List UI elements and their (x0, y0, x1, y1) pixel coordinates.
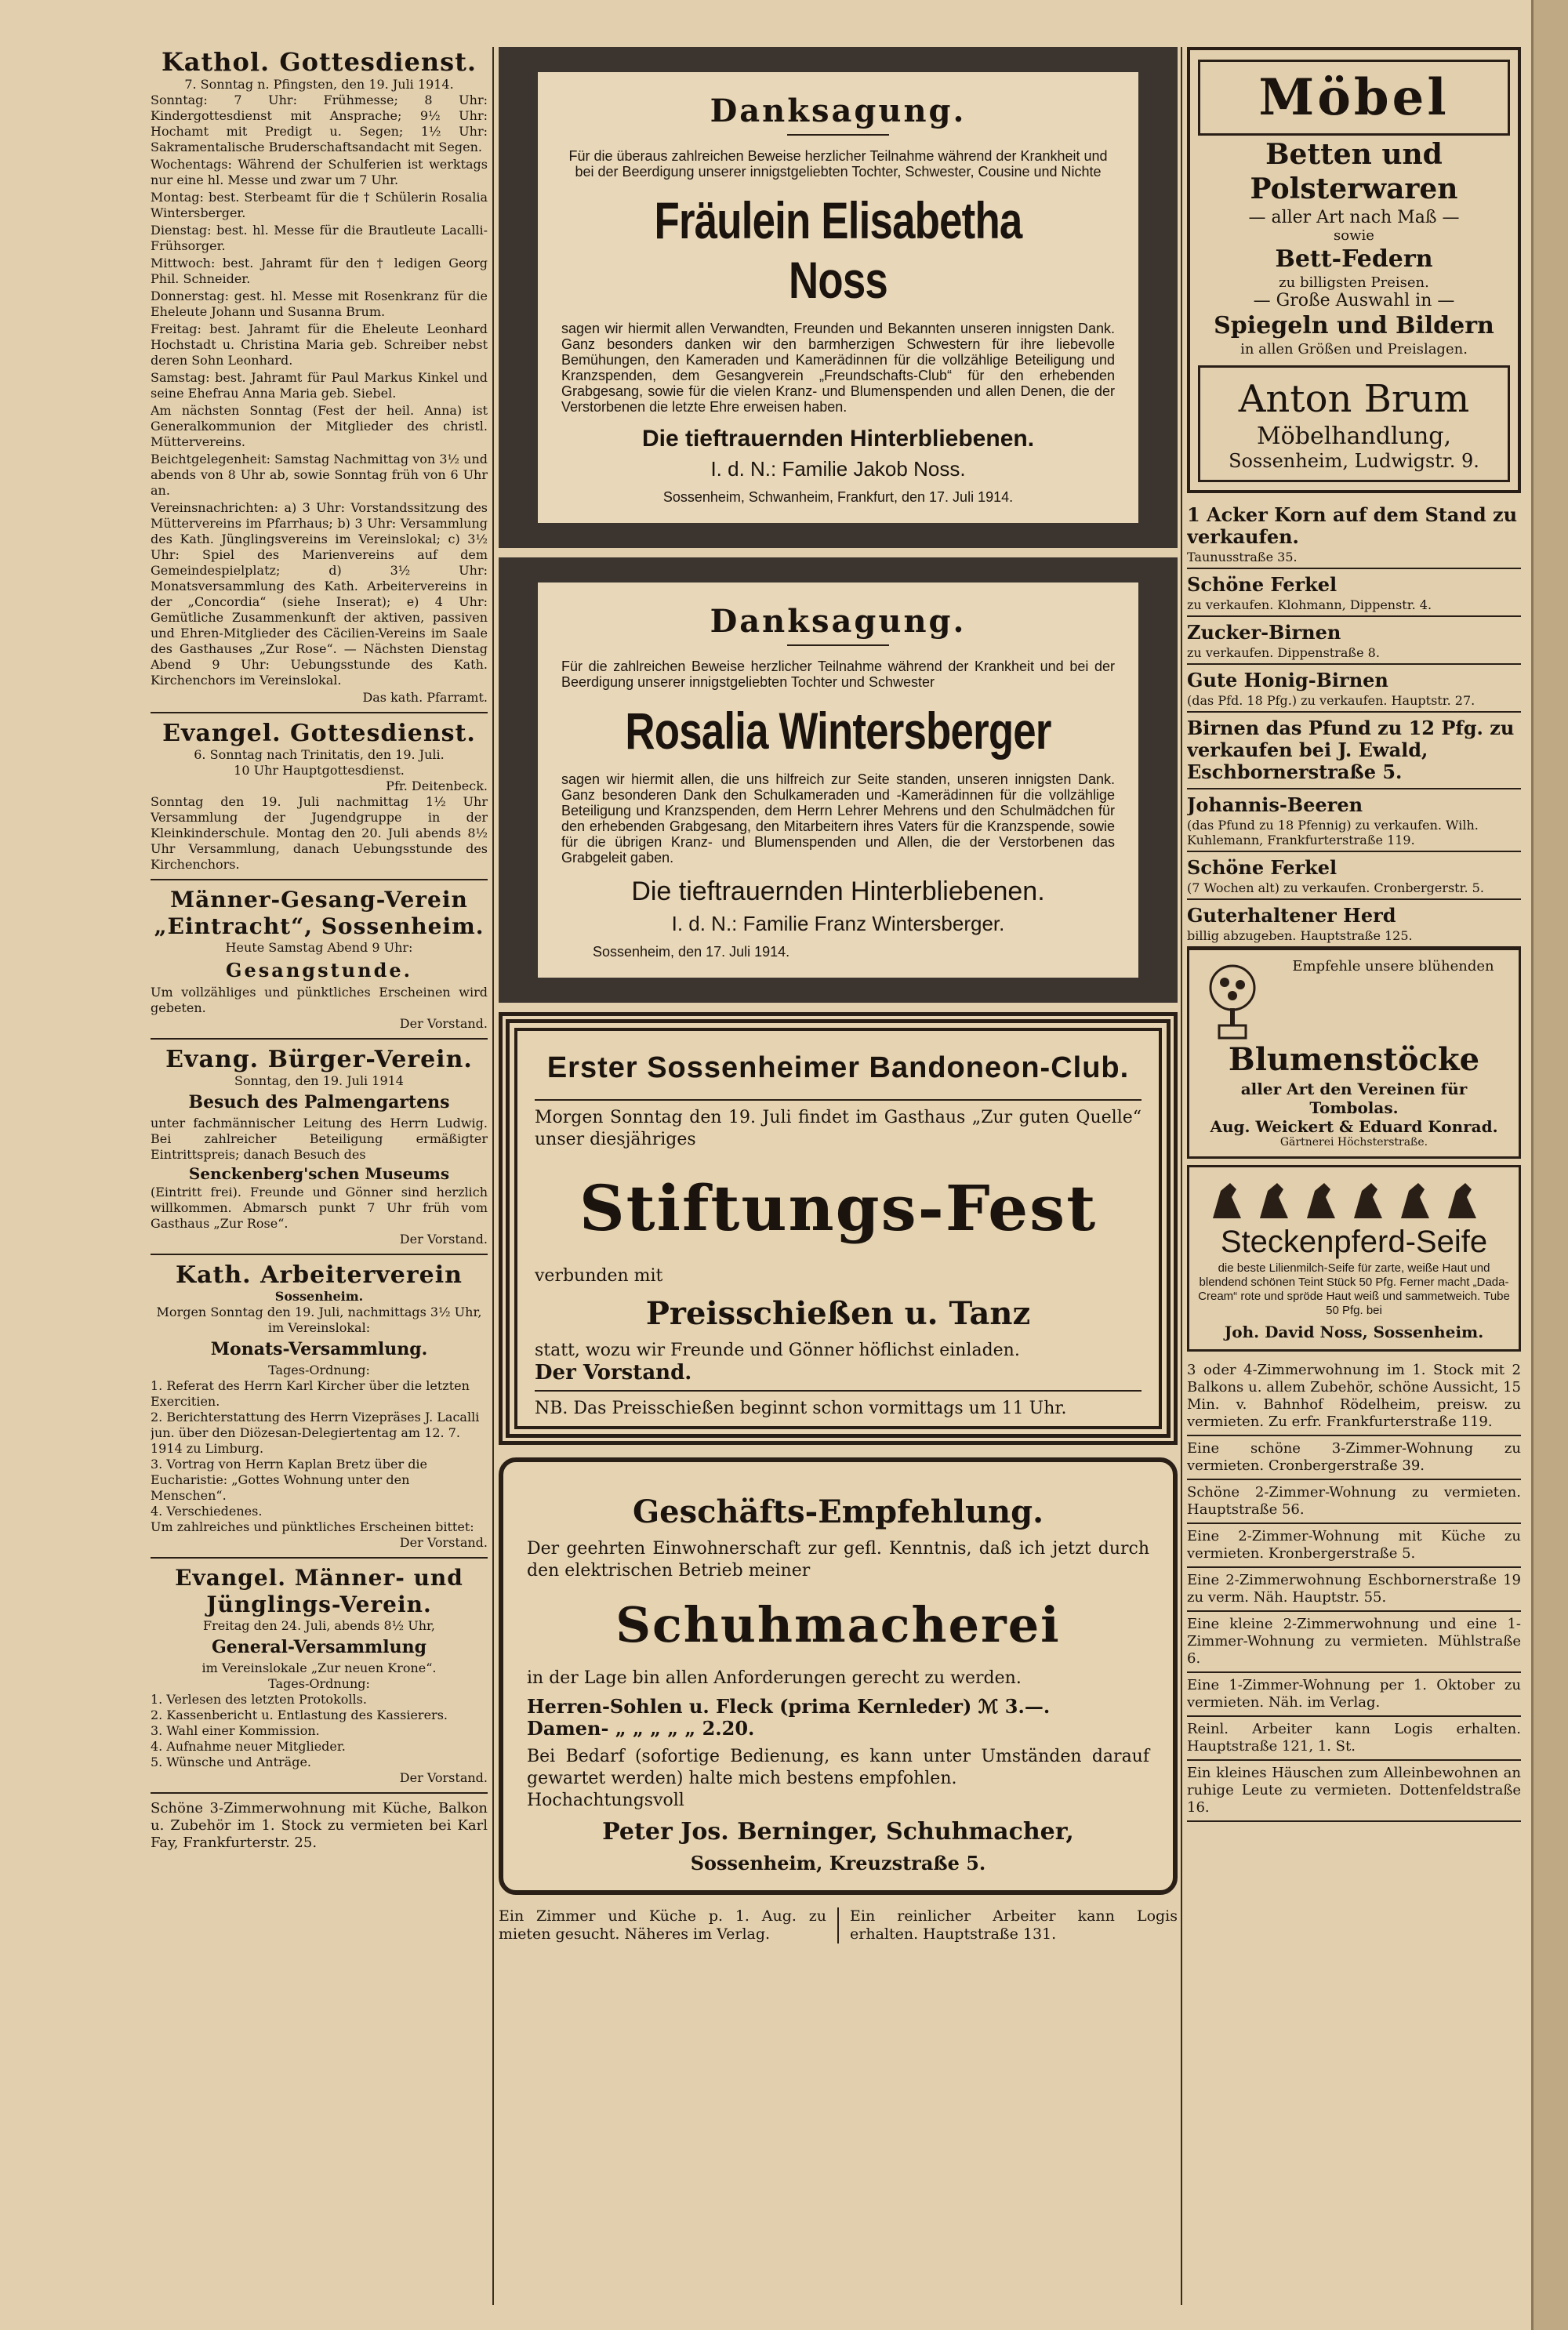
agenda-item: 3. Wahl einer Kommission. (151, 1723, 320, 1738)
ev-text: Sonntag den 19. Juli nachmittag 1½ Uhr Versammlung der Jugendgruppe in der Kleinkinderschule. Montag den 20. Juli abends 8½ Uhr Versammlung, danach Uebungsstunde des Kirchenchors. (151, 794, 488, 872)
ev-gottesdienst-title: Evangel. Gottesdienst. (162, 720, 476, 747)
mgv-time: Heute Samstag Abend 9 Uhr: (225, 940, 413, 955)
kath-schedule (151, 93, 488, 688)
danksagung-wintersberger (499, 557, 1178, 1003)
small-ad-head: Schöne Ferkel (1187, 573, 1338, 596)
band-big: Stiftungs-Fest (579, 1171, 1098, 1245)
column-rule (1181, 47, 1182, 2305)
moebel-line: in allen Größen und Preislagen. (1240, 341, 1468, 357)
small-ad-sub: zu verkaufen. Dippenstraße 8. (1187, 645, 1380, 660)
kath-schedule-line: Vereinsnachrichten: a) 3 Uhr: Vorstandssitzung des Müttervereins im Pfarrhaus; b) 3 Uhr: Versammlung des Kath. Jünglingsvereins im Vereinslokal; c) 3½ Uhr: Spiel des Marienvereins auf dem Gemeindespielplatz; d) 3½ Uhr: Monatsversammlung des Kath. Arbeitervereins in der „Concordia“ (siehe Inserat); e) 4 Uhr: Gemütliche Zusammenkunft der aktiven, passiven und Ehren-Mitglieder des Cäcilien-Vereins im Saale des Gasthauses „Zur Rose“. — Nächsten Dienstag Abend 9 Uhr: Uebungsstunde des Kath. Kirchenchors im Vereinslokal. (151, 500, 488, 688)
blumen-line: Empfehle unsere blühenden (1292, 958, 1494, 974)
column-left (151, 47, 488, 1852)
small-ad-sub: zu verkaufen. Klohmann, Dippenstr. 4. (1187, 597, 1432, 612)
apartment-ad: Eine schöne 3-Zimmer-Wohnung zu vermieten. Cronbergerstraße 39. (1187, 1436, 1521, 1480)
bottom-ad-left: Schöne 3-Zimmerwohnung mit Küche, Balkon u. Zubehör im 1. Stock zu vermieten bei Karl Fay, Frankfurterstr. 25. (151, 1800, 488, 1851)
small-ad-sub: billig abzugeben. Hauptstraße 125. (1187, 928, 1413, 943)
small-ad-sub: (das Pfd. 18 Pfg.) zu verkaufen. Hauptstr. 27. (1187, 693, 1475, 708)
column-right (1187, 47, 1521, 1822)
horse-row-icon (1197, 1175, 1511, 1222)
shoe-price: Herren-Sohlen u. Fleck (prima Kernleder) ℳ 3.—. (527, 1695, 1051, 1718)
divider (787, 134, 889, 136)
jv-line: Freitag den 24. Juli, abends 8½ Uhr, (202, 1618, 436, 1633)
moebel-line: Spiegeln und Bildern (1214, 312, 1494, 339)
column-middle (499, 47, 1178, 1943)
divider (151, 1792, 488, 1794)
moebel-line: — Große Auswahl in — (1253, 291, 1455, 310)
small-ad-sub: Taunusstraße 35. (1187, 550, 1298, 564)
mgv-event: Gesangstunde. (226, 959, 412, 982)
schuhmacher-ad (499, 1457, 1178, 1895)
apartment-ad: Eine kleine 2-Zimmerwohnung und eine 1-Zimmer-Wohnung zu vermieten. Mühlstraße 6. (1187, 1612, 1521, 1673)
agenda-item: 2. Kassenbericht u. Entlastung des Kassierers. (151, 1708, 448, 1722)
divider (535, 1099, 1142, 1101)
band-title: Erster Sossenheimer Bandoneon-Club. (546, 1051, 1130, 1084)
kath-schedule-line: Montag: best. Sterbeamt für die † Schülerin Rosalia Wintersberger. (151, 190, 488, 220)
buerger-date: Sonntag, den 19. Juli 1914 (234, 1073, 404, 1088)
agenda-item: 2. Berichterstattung des Herrn Vizepräses J. Lacalli jun. über den Diözesan-Delegiertentag am 12. 7. 1914 zu Limburg. (151, 1410, 480, 1456)
small-ad (1187, 852, 1521, 900)
danksagung-hint: Die tieftrauernden Hinterbliebenen. (631, 876, 1045, 906)
apartment-ads (1187, 1358, 1521, 1822)
divider (535, 1390, 1142, 1392)
buerger-text2: (Eintritt frei). Freunde und Gönner sind herzlich willkommen. Abmarsch punkt 7 Uhr früh vom Gasthaus „Zur Rose“. (151, 1185, 488, 1231)
moebel-line: Betten und Polsterwaren (1250, 138, 1458, 205)
shoe-title: Geschäfts-Empfehlung. (632, 1493, 1044, 1530)
danksagung-place: Sossenheim, Schwanheim, Frankfurt, den 17. Juli 1914. (662, 489, 1014, 505)
mgv-title: Männer-Gesang-Verein „Eintracht“, Sossenheim. (154, 887, 485, 939)
divider (151, 879, 488, 880)
kath-gottesdienst-title: Kathol. Gottesdienst. (161, 47, 477, 77)
small-ad-head: Guterhaltener Herd (1187, 904, 1396, 927)
ev-signature: Pfr. Deitenbeck. (386, 778, 488, 793)
apartment-ad: Ein kleines Häuschen zum Alleinbewohnen an ruhige Leute zu vermieten. Dottenfeldstraße 16. (1187, 1761, 1521, 1822)
kath-schedule-line: Beichtgelegenheit: Samstag Nachmittag von 3½ und abends von 8 Uhr ab, sowie Sonntag früh von 6 Uhr an. (151, 452, 488, 498)
moebel-ad (1187, 47, 1521, 493)
kath-schedule-line: Dienstag: best. hl. Messe für die Brautleute Lacalli-Frühsorger. (151, 223, 488, 253)
band-nb: NB. Das Preisschießen beginnt schon vormittags um 11 Uhr. (535, 1399, 1067, 1418)
agenda-item: 5. Wünsche und Anträge. (151, 1755, 311, 1769)
shoe-text3: Bei Bedarf (sofortige Bedienung, es kann unter Umständen darauf gewartet werden) halte mich bestens empfohlen. (527, 1747, 1149, 1788)
shoe-address: Sossenheim, Kreuzstraße 5. (690, 1852, 986, 1875)
column-rule (492, 47, 494, 2305)
bottom-classifieds (499, 1907, 1178, 1943)
steckenpferd-ad (1187, 1165, 1521, 1352)
band-signature: Der Vorstand. (535, 1361, 692, 1385)
small-ad-head: Zucker-Birnen (1187, 621, 1341, 644)
shoe-price: Damen- „ „ „ „ „ 2.20. (527, 1717, 755, 1740)
shoe-big: Schuhmacherei (615, 1596, 1061, 1653)
mgv-signature: Der Vorstand. (399, 1016, 488, 1031)
small-ad (1187, 665, 1521, 713)
jv-signature: Der Vorstand. (399, 1770, 488, 1785)
kath-schedule-line: Donnerstag: gest. hl. Messe mit Rosenkranz für die Eheleute Johann und Susanna Brum. (151, 289, 488, 319)
shoe-text: Der geehrten Einwohnerschaft zur gefl. Kenntnis, daß ich jetzt durch den elektrischen Betrieb meiner (527, 1539, 1149, 1581)
apartment-ad: 3 oder 4-Zimmerwohnung im 1. Stock mit 2 Balkons u. allem Zubehör, schöne Aussicht, 15 Min. v. Bahnhof Rödelheim, preisw. zu vermieten. Zu erfr. Frankfurterstraße 119. (1187, 1358, 1521, 1436)
blumen-line: Gärtnerei Höchsterstraße. (1279, 1136, 1428, 1149)
jv-event: General-Versammlung (211, 1637, 427, 1657)
band-with: verbunden mit (535, 1266, 663, 1286)
brum-name: Anton Brum (1238, 377, 1470, 421)
danksagung-text: sagen wir hiermit allen Verwandten, Freunden und Bekannten unseren innigsten Dank. Ganz besonders danken wir den barmherzigen Schwestern für ihre liebevolle Bemühungen, den Kameraden und Kamerädinnen für die vollzählige Beteiligung und Kranzspenden, dem Gesangverein „Freundschafts-Club“ für den erhebenden Grabgesang, sowie für die vielen Kranz- und Blumenspenden und allen Denen, die der Verstorbenen die letzte Ehre erweisen haben. (561, 321, 1115, 415)
kath-schedule-line: Wochentags: Während der Schulferien ist werktags nur eine hl. Messe und zwar um 7 Uhr. (151, 157, 488, 187)
blumen-ad (1187, 948, 1521, 1159)
arbeiterverein-event: Monats-Versammlung. (210, 1339, 428, 1359)
kath-schedule-line: Freitag: best. Jahramt für die Eheleute Leonhard Hochstadt u. Christina Maria geb. Schreiber nebst deren Sohn Leonhard. (151, 321, 488, 368)
apartment-ad: Reinl. Arbeiter kann Logis erhalten. Hauptstraße 121, 1. St. (1187, 1717, 1521, 1761)
small-ad (1187, 713, 1521, 789)
band-event: Preisschießen u. Tanz (645, 1295, 1031, 1332)
brum-box (1198, 365, 1510, 482)
deceased-name: Rosalia Wintersberger (625, 702, 1051, 760)
buerger-signature: Der Vorstand. (399, 1232, 488, 1247)
shoe-text2: in der Lage bin allen Anforderungen gerecht zu werden. (527, 1668, 1022, 1688)
shoe-name: Peter Jos. Berninger, Schuhmacher, (602, 1818, 1074, 1845)
kath-schedule-line: Sonntag: 7 Uhr: Frühmesse; 8 Uhr: Kindergottesdienst mit Ansprache; 9½ Uhr: Hochamt mit Predigt u. Segen; 1½ Uhr: Sakramentalische Bruderschaftsandacht mit Segen. (151, 93, 488, 154)
small-ad (1187, 499, 1521, 569)
moebel-line: Bett-Federn (1275, 245, 1433, 273)
moebel-title: Möbel (1198, 60, 1510, 136)
arbeiterverein-line: Morgen Sonntag den 19. Juli, nachmittags 3½ Uhr, im Vereinslokal: (156, 1305, 482, 1335)
divider (151, 1038, 488, 1040)
danksagung-title: Danksagung. (710, 93, 967, 129)
danksagung-family: I. d. N.: Familie Jakob Noss. (710, 457, 966, 481)
small-ad-head: Birnen das Pfund zu 12 Pfg. zu verkaufen bei J. Ewald, Eschbornerstraße 5. (1187, 717, 1515, 783)
binding-spine (1531, 0, 1568, 2330)
arbeiterverein-agenda-title: Tages-Ordnung: (268, 1363, 370, 1377)
danksagung-text: sagen wir hiermit allen, die uns hilfreich zur Seite standen, unseren innigsten Dank. Ganz besonderen Dank den Schulkameraden und -Kamerädinnen für die vollzählige Beteiligung und Kranzspenden, dem Herrn Lehrer Mehrens und den Schulmädchen für den erhebenden Grabgesang, den Mitarbeitern ihres Vaters für die Kranzspende, sowie für die übrigen Kranz- und Blumenspenden und Allen, die der Verstorbenen das Grabgeleit gaben. (561, 771, 1115, 866)
jv-title: Evangel. Männer- und Jünglings-Verein. (175, 1565, 463, 1617)
small-ad (1187, 789, 1521, 852)
buerger-text: unter fachmännischer Leitung des Herrn Ludwig. Bei zahlreicher Beteiligung ermäßigter Eintrittspreis; danach Besuch des (151, 1116, 488, 1162)
buerger-title: Evang. Bürger-Verein. (165, 1046, 473, 1073)
arbeiterverein-title: Kath. Arbeiterverein (176, 1261, 463, 1289)
danksagung-text: Für die überaus zahlreichen Beweise herzlicher Teilnahme während der Krankheit und bei der Beerdigung unserer innigstgeliebten Tochter, Schwester, Cousine und Nichte (568, 148, 1108, 180)
seife-text: die beste Lilienmilch-Seife für zarte, weiße Haut und blendend schönen Teint Stück 50 Pfg. Ferner macht „Dada-Cream“ rote und spröde Haut weiß und sammetweich. Tube 50 Pfg. bei (1198, 1261, 1510, 1317)
kath-schedule-line: Mittwoch: best. Jahramt für den † ledigen Georg Phil. Schneider. (151, 256, 488, 286)
divider (151, 1557, 488, 1559)
agenda-item: 1. Referat des Herrn Karl Kircher über die letzten Exercitien. (151, 1378, 470, 1409)
classified-ad: Ein reinlicher Arbeiter kann Logis erhalten. Hauptstraße 131. (850, 1907, 1178, 1943)
divider (151, 1254, 488, 1255)
small-ads (1187, 499, 1521, 948)
agenda-item: 4. Verschiedenes. (151, 1504, 263, 1519)
small-ad (1187, 900, 1521, 948)
jv-agenda (151, 1692, 488, 1770)
apartment-ad: Schöne 2-Zimmer-Wohnung zu vermieten. Hauptstraße 56. (1187, 1480, 1521, 1524)
small-ad-head: Gute Honig-Birnen (1187, 669, 1388, 691)
deceased-name: Fräulein Elisabetha Noss (654, 191, 1022, 309)
brum-line: Sossenheim, Ludwigstr. 9. (1229, 450, 1479, 472)
danksagung-hint: Die tieftrauernden Hinterbliebenen. (641, 426, 1035, 452)
small-ad-head: Schöne Ferkel (1187, 856, 1338, 879)
blumen-line: Aug. Weickert & Eduard Konrad. (1210, 1117, 1498, 1136)
band-text2: statt, wozu wir Freunde und Gönner höflichst einladen. (535, 1341, 1020, 1360)
apartment-ad: Eine 2-Zimmer-Wohnung mit Küche zu vermieten. Kronbergerstraße 5. (1187, 1524, 1521, 1568)
blumen-big: Blumenstöcke (1228, 1041, 1480, 1078)
jv-agenda-title: Tages-Ordnung: (268, 1676, 370, 1691)
moebel-line: sowie (1334, 227, 1374, 244)
brum-line: Möbelhandlung, (1256, 423, 1452, 450)
small-ad-sub: (7 Wochen alt) zu verkaufen. Cronbergerstr. 5. (1187, 880, 1484, 895)
moebel-line: — aller Art nach Maß — (1248, 208, 1460, 227)
arbeiterverein-text: Um zahlreiches und pünktliches Erscheinen bittet: (151, 1519, 474, 1534)
small-ad (1187, 569, 1521, 617)
divider (787, 644, 889, 646)
kath-signature: Das kath. Pfarramt. (362, 690, 488, 705)
bandoneon-ad (499, 1012, 1178, 1445)
classified-ad: Ein Zimmer und Küche p. 1. Aug. zu mieten gesucht. Näheres im Verlag. (499, 1907, 826, 1943)
jv-place: im Vereinslokale „Zur neuen Krone“. (201, 1660, 437, 1675)
agenda-item: 3. Vortrag von Herrn Kaplan Bretz über die Eucharistie: „Gottes Wohnung unter den Menschen“. (151, 1457, 428, 1503)
danksagung-title: Danksagung. (710, 603, 967, 640)
agenda-item: 1. Verlesen des letzten Protokolls. (151, 1692, 367, 1707)
kath-date: 7. Sonntag n. Pfingsten, den 19. Juli 1914. (184, 77, 454, 92)
arbeiterverein-place: Sossenheim. (274, 1289, 364, 1304)
buerger-head: Besuch des Palmengartens (188, 1092, 450, 1112)
kath-schedule-line: Samstag: best. Jahramt für Paul Markus Kinkel und seine Ehefrau Anna Maria geb. Siebel. (151, 370, 488, 401)
band-text: Morgen Sonntag den 19. Juli findet im Gasthaus „Zur guten Quelle“ unser diesjähriges (535, 1108, 1142, 1149)
apartment-ad: Eine 2-Zimmerwohnung Eschbornerstraße 19 zu verm. Näh. Hauptstr. 55. (1187, 1568, 1521, 1612)
agenda-item: 4. Aufnahme neuer Mitglieder. (151, 1739, 346, 1754)
arbeiterverein-signature: Der Vorstand. (399, 1535, 488, 1550)
moebel-line: zu billigsten Preisen. (1279, 274, 1429, 291)
danksagung-place: Sossenheim, den 17. Juli 1914. (593, 944, 790, 960)
seife-title: Steckenpferd-Seife (1220, 1225, 1488, 1259)
small-ad-head: 1 Acker Korn auf dem Stand zu verkaufen. (1187, 503, 1518, 548)
small-ad-head: Johannis-Beeren (1187, 793, 1363, 816)
kath-schedule-line: Am nächsten Sonntag (Fest der heil. Anna) ist Generalkommunion der Mitglieder des christl. Müttervereins. (151, 403, 488, 449)
danksagung-family: I. d. N.: Familie Franz Wintersberger. (671, 912, 1005, 935)
seife-shop: Joh. David Noss, Sossenheim. (1224, 1323, 1484, 1341)
small-ad (1187, 617, 1521, 665)
flower-tree-icon (1197, 963, 1268, 1041)
arbeiterverein-agenda (151, 1378, 488, 1519)
ev-line: 6. Sonntag nach Trinitatis, den 19. Juli. (194, 747, 445, 762)
shoe-greeting: Hochachtungsvoll (527, 1791, 684, 1810)
small-ad-sub: (das Pfund zu 18 Pfennig) zu verkaufen. Wilh. Kuhlemann, Frankfurterstraße 119. (1187, 818, 1479, 847)
blumen-line: aller Art den Vereinen für Tombolas. (1240, 1080, 1468, 1117)
danksagung-text: Für die zahlreichen Beweise herzlicher Teilnahme während der Krankheit und bei der Beerdigung unserer innigstgeliebten Tochter und Schwester (561, 659, 1115, 690)
buerger-museum: Senckenberg'schen Museums (188, 1164, 450, 1183)
apartment-ad: Eine 1-Zimmer-Wohnung per 1. Oktober zu vermieten. Näh. im Verlag. (1187, 1673, 1521, 1717)
mgv-text: Um vollzähliges und pünktliches Erscheinen wird gebeten. (151, 985, 488, 1015)
danksagung-noss (499, 47, 1178, 548)
ev-line: 10 Uhr Hauptgottesdienst. (234, 763, 405, 778)
divider (837, 1907, 839, 1943)
divider (151, 712, 488, 713)
